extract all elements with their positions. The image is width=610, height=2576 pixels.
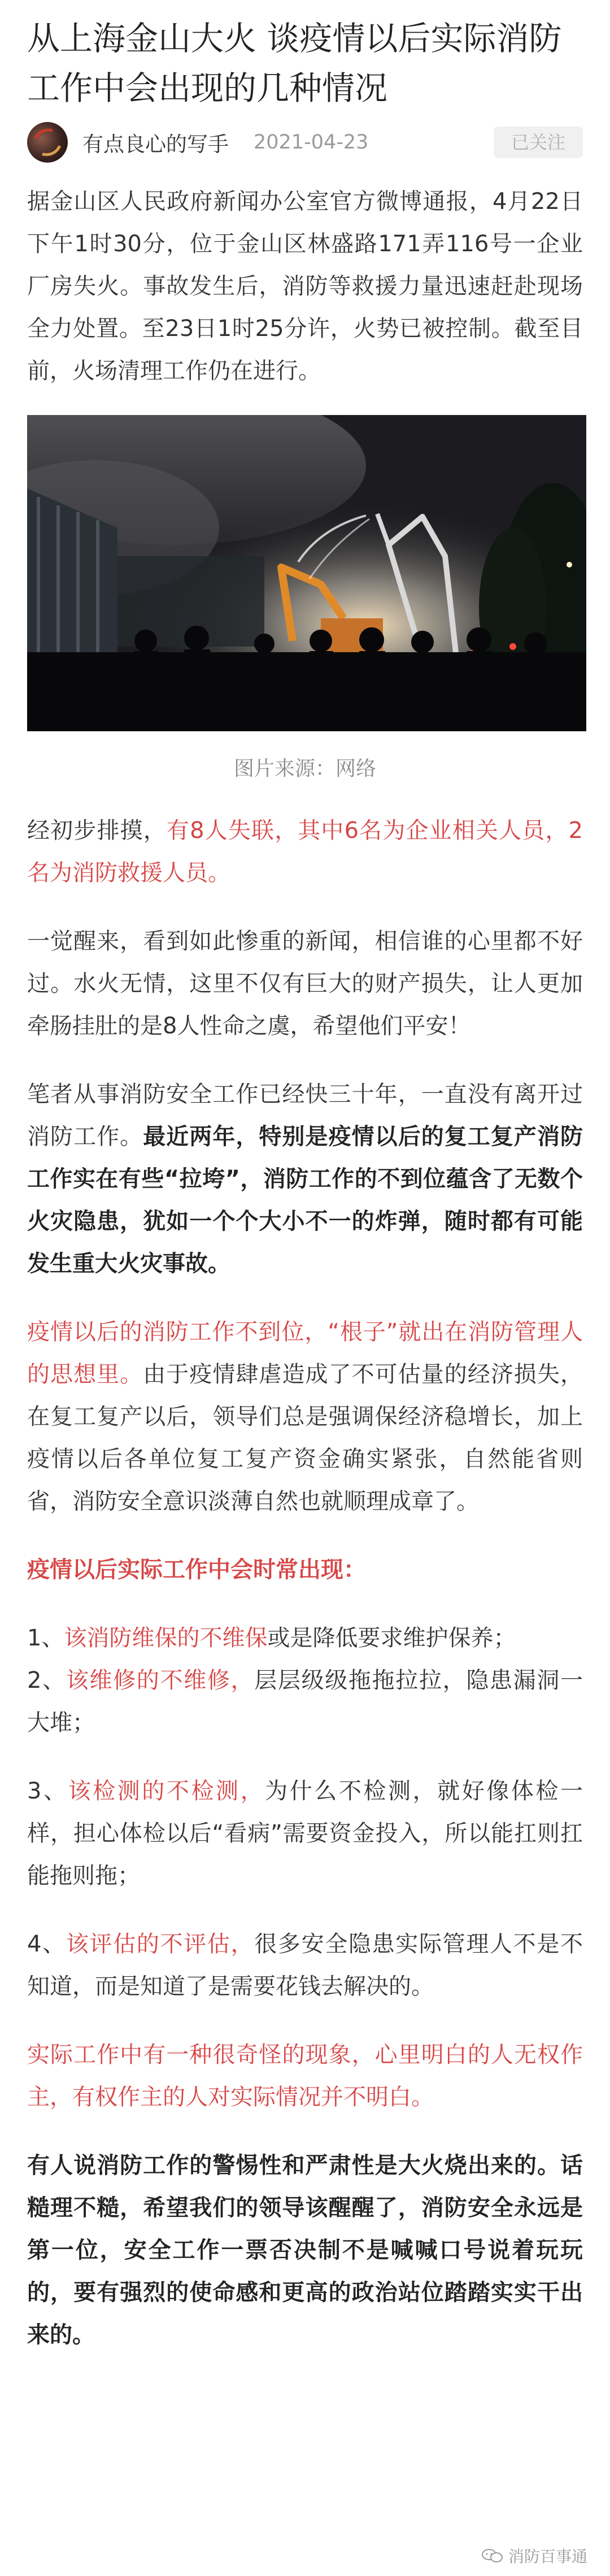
p3-emphasis: 最近两年，特别是疫情以后的复工复产消防工作实在有些“拉垮”，消防工作的不到位蕴含了无数个火灾隐患，犹如一个个大小不一的炸弹，随时都有可能发生重大火灾事故。	[27, 1124, 583, 1277]
section-heading: 疫情以后实际工作中会时常出现：	[27, 1557, 366, 1583]
list-item-highlight: 该维修的不维修，	[66, 1667, 255, 1693]
list-item-number: 2、	[27, 1667, 66, 1693]
list-item	[27, 1660, 583, 1744]
list-item-highlight: 该检测的不检测，	[68, 1778, 265, 1804]
list-item-text: 为什么不检测，就好像体检一样，担心体检以后“看病”需要资金投入，所以能扛则扛能拖则拖；	[27, 1778, 583, 1889]
list-item-text: 很多安全隐患实际管理人不是不知道，而是知道了是需要花钱去解决的。	[27, 1931, 583, 1999]
watermark-text: 消防百事通	[508, 2547, 587, 2566]
fire-scene-illustration	[27, 415, 586, 731]
list-item	[27, 1770, 583, 1897]
list-item-number: 4、	[27, 1931, 66, 1957]
p3-lead: 笔者从事消防安全工作已经快三十年，一直没有离开过消防工作。	[27, 1081, 583, 1150]
paragraph-conclusion: 有人说消防工作的警惕性和严肃性是大火烧出来的。话糙理不糙，希望我们的领导该醒醒了，消防安全永远是第一位，安全工作一票否决制不是喊喊口号说着玩玩的，要有强烈的使命感和更高的政治站位踏踏实实干出来的。	[27, 2153, 583, 2348]
paragraph-author-experience	[27, 1073, 583, 1285]
list-item-highlight: 该评估的不评估，	[66, 1931, 255, 1957]
wechat-watermark-icon	[481, 2548, 504, 2563]
article-title: 从上海金山大火 谈疫情以后实际消防工作中会出现的几种情况	[27, 19, 562, 107]
paragraph-root-cause	[27, 1311, 583, 1523]
list-item-text: 或是降低要求维护保养；	[267, 1625, 516, 1651]
author-name[interactable]: 有点良心的写手	[82, 132, 229, 156]
paragraph-reaction: 一觉醒来，看到如此惨重的新闻，相信谁的心里都不好过。水火无情，这里不仅有巨大的财产损失，让人更加牵肠挂肚的是8人性命之虞，希望他们平安！	[27, 928, 583, 1039]
list-item	[27, 1923, 583, 2008]
author-row	[27, 119, 583, 166]
fire-scene-photo	[27, 415, 586, 731]
list-item-number: 3、	[27, 1778, 68, 1804]
paragraph-odd-phenomenon: 实际工作中有一种很奇怪的现象，心里明白的人无权作主，有权作主的人对实际情况并不明白。	[27, 2042, 583, 2110]
intro-paragraph: 据金山区人民政府新闻办公室官方微博通报，4月22日下午1时30分，位于金山区林盛路171弄116号一企业厂房失火。事故发生后，消防等救援力量迅速赶赴现场全力处置。至23日1时25分许，火势已被控制。截至目前，火场清理工作仍在进行。	[27, 189, 583, 384]
list-item-text: 层层级级拖拖拉拉，隐患漏洞一大堆；	[27, 1667, 583, 1736]
image-caption: 图片来源：网络	[233, 757, 376, 780]
list-item-highlight: 该消防维保的不维保	[64, 1625, 268, 1651]
p1-highlight: 有8人失联，其中6名为企业相关人员，2名为消防救援人员。	[27, 818, 583, 886]
p4-rest: 由于疫情肆虐造成了不可估量的经济损失，在复工复产以后，领导们总是强调保经济稳增长，加上疫情以后各单位复工复产资金确实紧张，自然能省则省，消防安全意识淡薄自然也就顺理成章了。	[27, 1361, 583, 1514]
follow-button[interactable]: 已关注	[494, 126, 583, 158]
paragraph-missing-people	[27, 810, 583, 894]
author-avatar[interactable]	[27, 122, 68, 163]
source-watermark	[481, 2544, 587, 2567]
p1-lead: 经初步排摸，	[27, 818, 167, 844]
list-item-number: 1、	[27, 1625, 64, 1651]
publish-date: 2021-04-23	[254, 131, 369, 154]
avatar-logo-mark	[28, 124, 66, 160]
p4-highlight: 疫情以后的消防工作不到位，“根子”就出在消防管理人的思想里。	[27, 1319, 583, 1387]
list-item	[27, 1617, 583, 1660]
